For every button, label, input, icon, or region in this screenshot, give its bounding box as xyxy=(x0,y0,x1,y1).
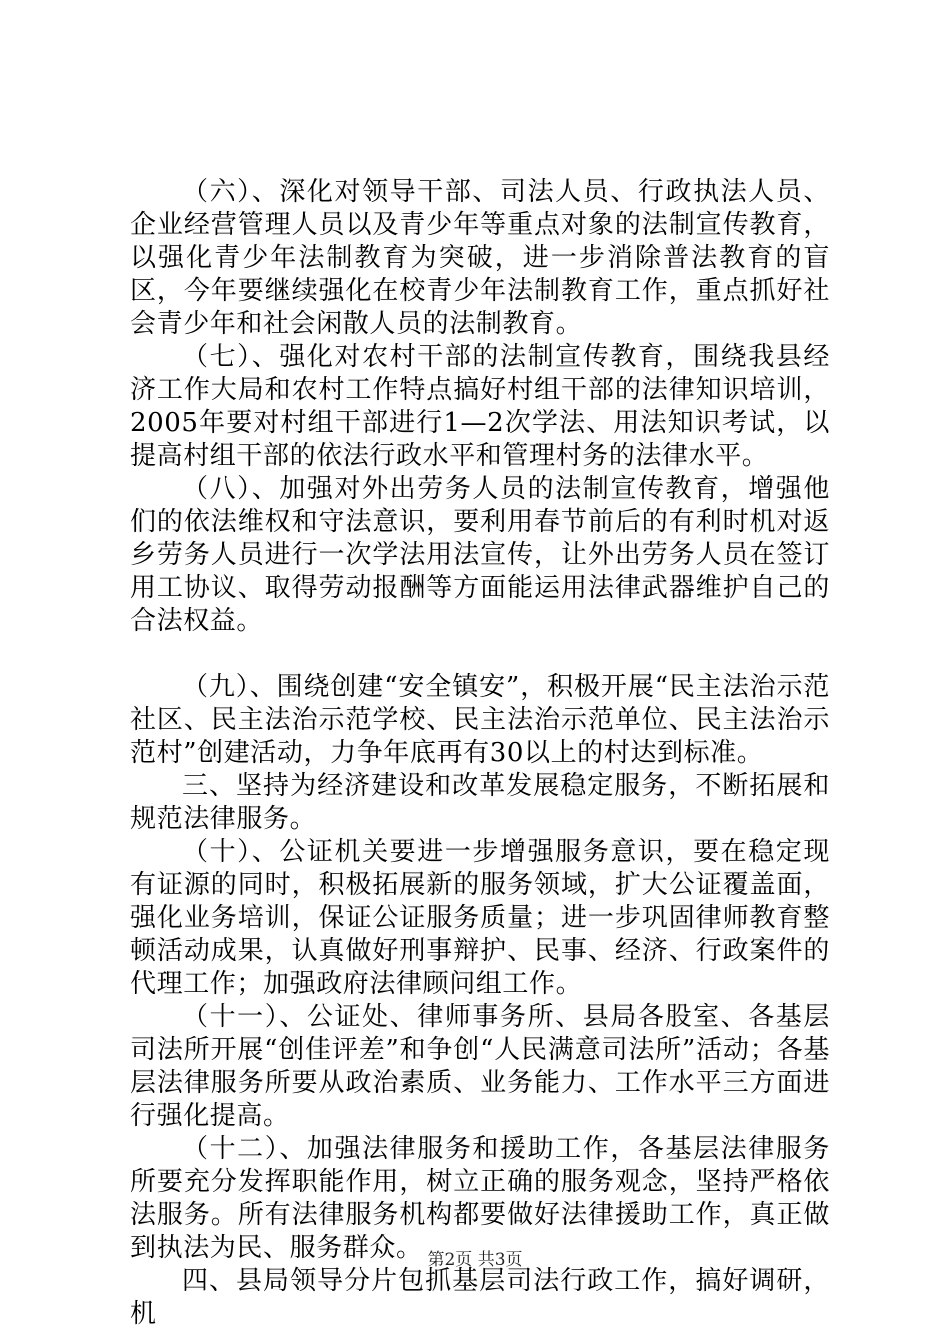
page-footer: 第2页 共3页 xyxy=(427,1250,523,1270)
paragraph-10: （十）、公证机关要进一步增强服务意识，要在稳定现有证源的同时，积极拓展新的服务领域，扩大公证覆盖面，强化业务培训，保证公证服务质量；进一步巩固律师教育整顿活动成果，认真做好刑事辩护、民事、经济、行政案件的代理工作；加强政府法律顾问组工作。 xyxy=(130,837,830,999)
paragraph-6: （六）、深化对领导干部、司法人员、行政执法人员、企业经营管理人员以及青少年等重点对象的法制宣传教育，以强化青少年法制教育为突破，进一步消除普法教育的盲区，今年要继续强化在校青少年法制教育工作，重点抓好社会青少年和社会闲散人员的法制教育。 xyxy=(130,177,830,339)
paragraph-9: （九）、围绕创建“安全镇安”，积极开展“民主法治示范社区、民主法治示范学校、民主法治示范单位、民主法治示范村”创建活动，力争年底再有30以上的村达到标准。 xyxy=(130,672,830,768)
section-4-heading: 四、县局领导分片包抓基层司法行政工作，搞好调研，机 xyxy=(130,1266,830,1329)
paragraph-12: （十二）、加强法律服务和援助工作，各基层法律服务所要充分发挥职能作用，树立正确的服务观念，坚持严格依法服务。所有法律服务机构都要做好法律援助工作，真正做到执法为民、服务群众。 xyxy=(130,1134,830,1263)
document-body xyxy=(130,176,830,1331)
paragraph-8: （八）、加强对外出劳务人员的法制宣传教育，增强他们的依法维权和守法意识，要利用春节前后的有利时机对返乡劳务人员进行一次学法用法宣传，让外出劳务人员在签订用工协议、取得劳动报酬等方面能运用法律武器维护自己的合法权益。 xyxy=(130,474,830,636)
paragraph-7: （七）、强化对农村干部的法制宣传教育，围绕我县经济工作大局和农村工作特点搞好村组干部的法律知识培训，2005年要对村组干部进行1—2次学法、用法知识考试，以提高村组干部的依法行政水平和管理村务的法律水平。 xyxy=(130,342,830,471)
section-3-heading: 三、坚持为经济建设和改革发展稳定服务，不断拓展和规范法律服务。 xyxy=(130,771,830,834)
paragraph-11: （十一）、公证处、律师事务所、县局各股室、各基层司法所开展“创佳评差”和争创“人民满意司法所”活动；各基层法律服务所要从政治素质、业务能力、工作水平三方面进行强化提高。 xyxy=(130,1002,830,1131)
